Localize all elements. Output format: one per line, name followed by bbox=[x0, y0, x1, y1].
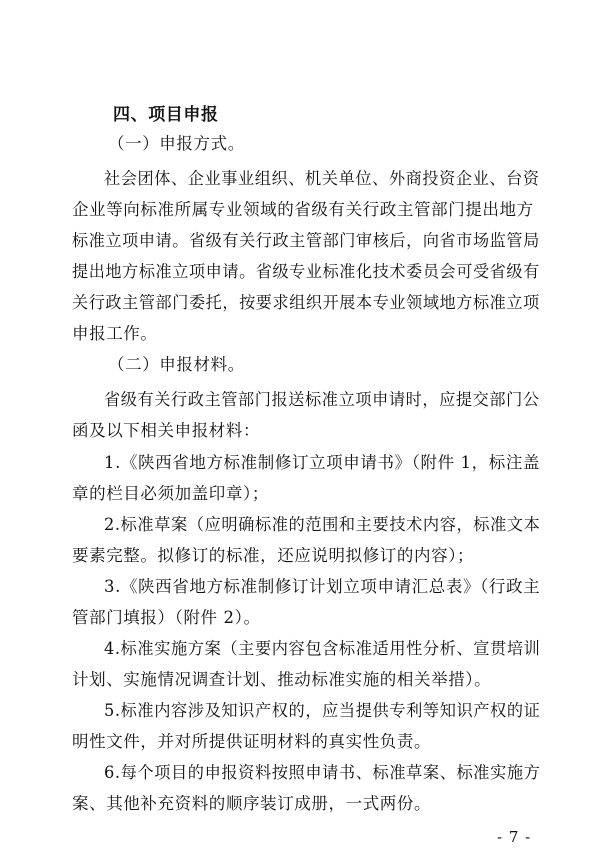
item3-line1: 3.《陕西省地方标准制修订计划立项申请汇总表》（行政主 bbox=[104, 577, 541, 596]
para1-line1: 社会团体、企业事业组织、机关单位、外商投资企业、台资 bbox=[104, 169, 540, 188]
item5-line2: 明性文件，并对所提供证明材料的真实性负责。 bbox=[72, 732, 432, 751]
item6-line2: 案、其他补充资料的顺序装订成册，一式两份。 bbox=[72, 794, 432, 813]
section1-title: （一）申报方式。 bbox=[108, 134, 245, 153]
item1-line2: 章的栏目必须加盖印章）； bbox=[72, 484, 269, 503]
item5-line1: 5.标准内容涉及知识产权的，应当提供专利等知识产权的证 bbox=[104, 701, 541, 720]
item4-line1: 4.标准实施方案（主要内容包含标准适用性分析、宣贯培训 bbox=[104, 639, 541, 658]
para2-line2: 函及以下相关申报材料： bbox=[72, 421, 261, 440]
page-number: - 7 - bbox=[497, 828, 532, 846]
item2-line1: 2.标准草案（应明确标准的范围和主要技术内容，标准文本 bbox=[104, 515, 541, 534]
item1-line1: 1.《陕西省地方标准制修订立项申请书》（附件 1，标注盖 bbox=[104, 453, 541, 472]
item4-line2: 计划、实施情况调查计划、推动标准实施的相关举措）。 bbox=[72, 670, 492, 689]
item6-line1: 6.每个项目的申报资料按照申请书、标准草案、标准实施方 bbox=[104, 763, 541, 782]
para1-line5: 关行政主管部门委托，按要求组织开展本专业领域地方标准立项 bbox=[72, 293, 540, 312]
item3-line2: 管部门填报）（附件 2）。 bbox=[72, 608, 261, 627]
section2-title: （二）申报材料。 bbox=[108, 355, 245, 374]
para1-line3: 标准立项申请。省级有关行政主管部门审核后，向省市场监管局 bbox=[72, 231, 540, 250]
para1-line2: 企业等向标准所属专业领域的省级有关行政主管部门提出地方 bbox=[72, 200, 534, 219]
section-heading: 四、项目申报 bbox=[113, 105, 219, 125]
item2-line2: 要素完整。拟修订的标准，还应说明拟修订的内容）； bbox=[72, 546, 475, 565]
para1-line4: 提出地方标准立项申请。省级专业标准化技术委员会可受省级有 bbox=[72, 262, 540, 281]
para1-line6: 申报工作。 bbox=[72, 324, 158, 343]
para2-line1: 省级有关行政主管部门报送标准立项申请时，应提交部门公 bbox=[104, 390, 540, 409]
